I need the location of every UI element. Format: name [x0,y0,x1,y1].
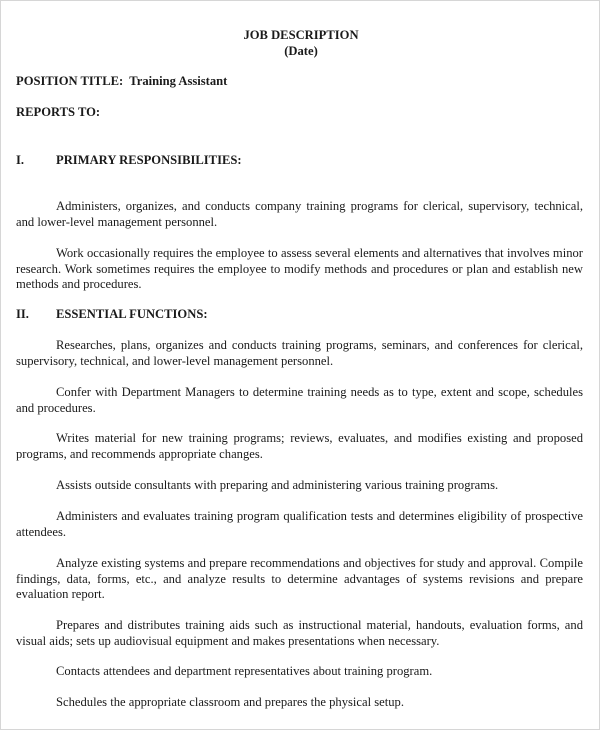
paragraph: Work occasionally requires the employee to assess several elements and alternatives that involves minor research. Work sometimes requires the employee to modify methods and procedures or plan and establish new methods and procedures. [16,246,583,292]
document-date: (Date) [284,44,318,58]
position-title-row [16,74,227,89]
section-1-title: PRIMARY RESPONSIBILITIES: [56,153,242,167]
section-2-number: II. [16,307,29,321]
paragraph: Prepares and distributes training aids such as instructional material, handouts, evaluation forms, and visual aids; sets up audiovisual equipment and makes presentations when necessary. [16,618,583,648]
paragraph: Assists outside consultants with preparing and administering various training programs. [56,478,499,492]
paragraph: Administers and evaluates training program qualification tests and determines eligibility of prospective attendees. [16,509,583,539]
paragraph: Confer with Department Managers to determine training needs as to type, extent and scope, schedules and procedures. [16,385,583,415]
paragraph: Contacts attendees and department representatives about training program. [56,664,433,678]
paragraph: Analyze existing systems and prepare recommendations and objectives for study and approval. Compile findings, data, forms, etc., and analyze results to determine advantages of systems revisions and prepare evaluation report. [16,556,583,602]
paragraph: Schedules the appropriate classroom and prepares the physical setup. [56,695,404,709]
document-title: JOB DESCRIPTION [243,28,359,42]
section-2-title: ESSENTIAL FUNCTIONS: [56,307,208,321]
position-title-label: POSITION TITLE: [16,74,124,88]
paragraph: Administers, organizes, and conducts company training programs for clerical, supervisory, technical, and lower-level management personnel. [16,199,583,229]
paragraph: Writes material for new training programs; reviews, evaluates, and modifies existing and proposed programs, and recommends appropriate changes. [16,431,583,461]
position-title-value: Training Assistant [129,74,228,88]
reports-to-label: REPORTS TO: [16,105,101,119]
section-1-number: I. [16,153,25,167]
paragraph: Researches, plans, organizes and conducts training programs, seminars, and conferences for clerical, supervisory, technical, and lower-level management personnel. [16,338,583,368]
